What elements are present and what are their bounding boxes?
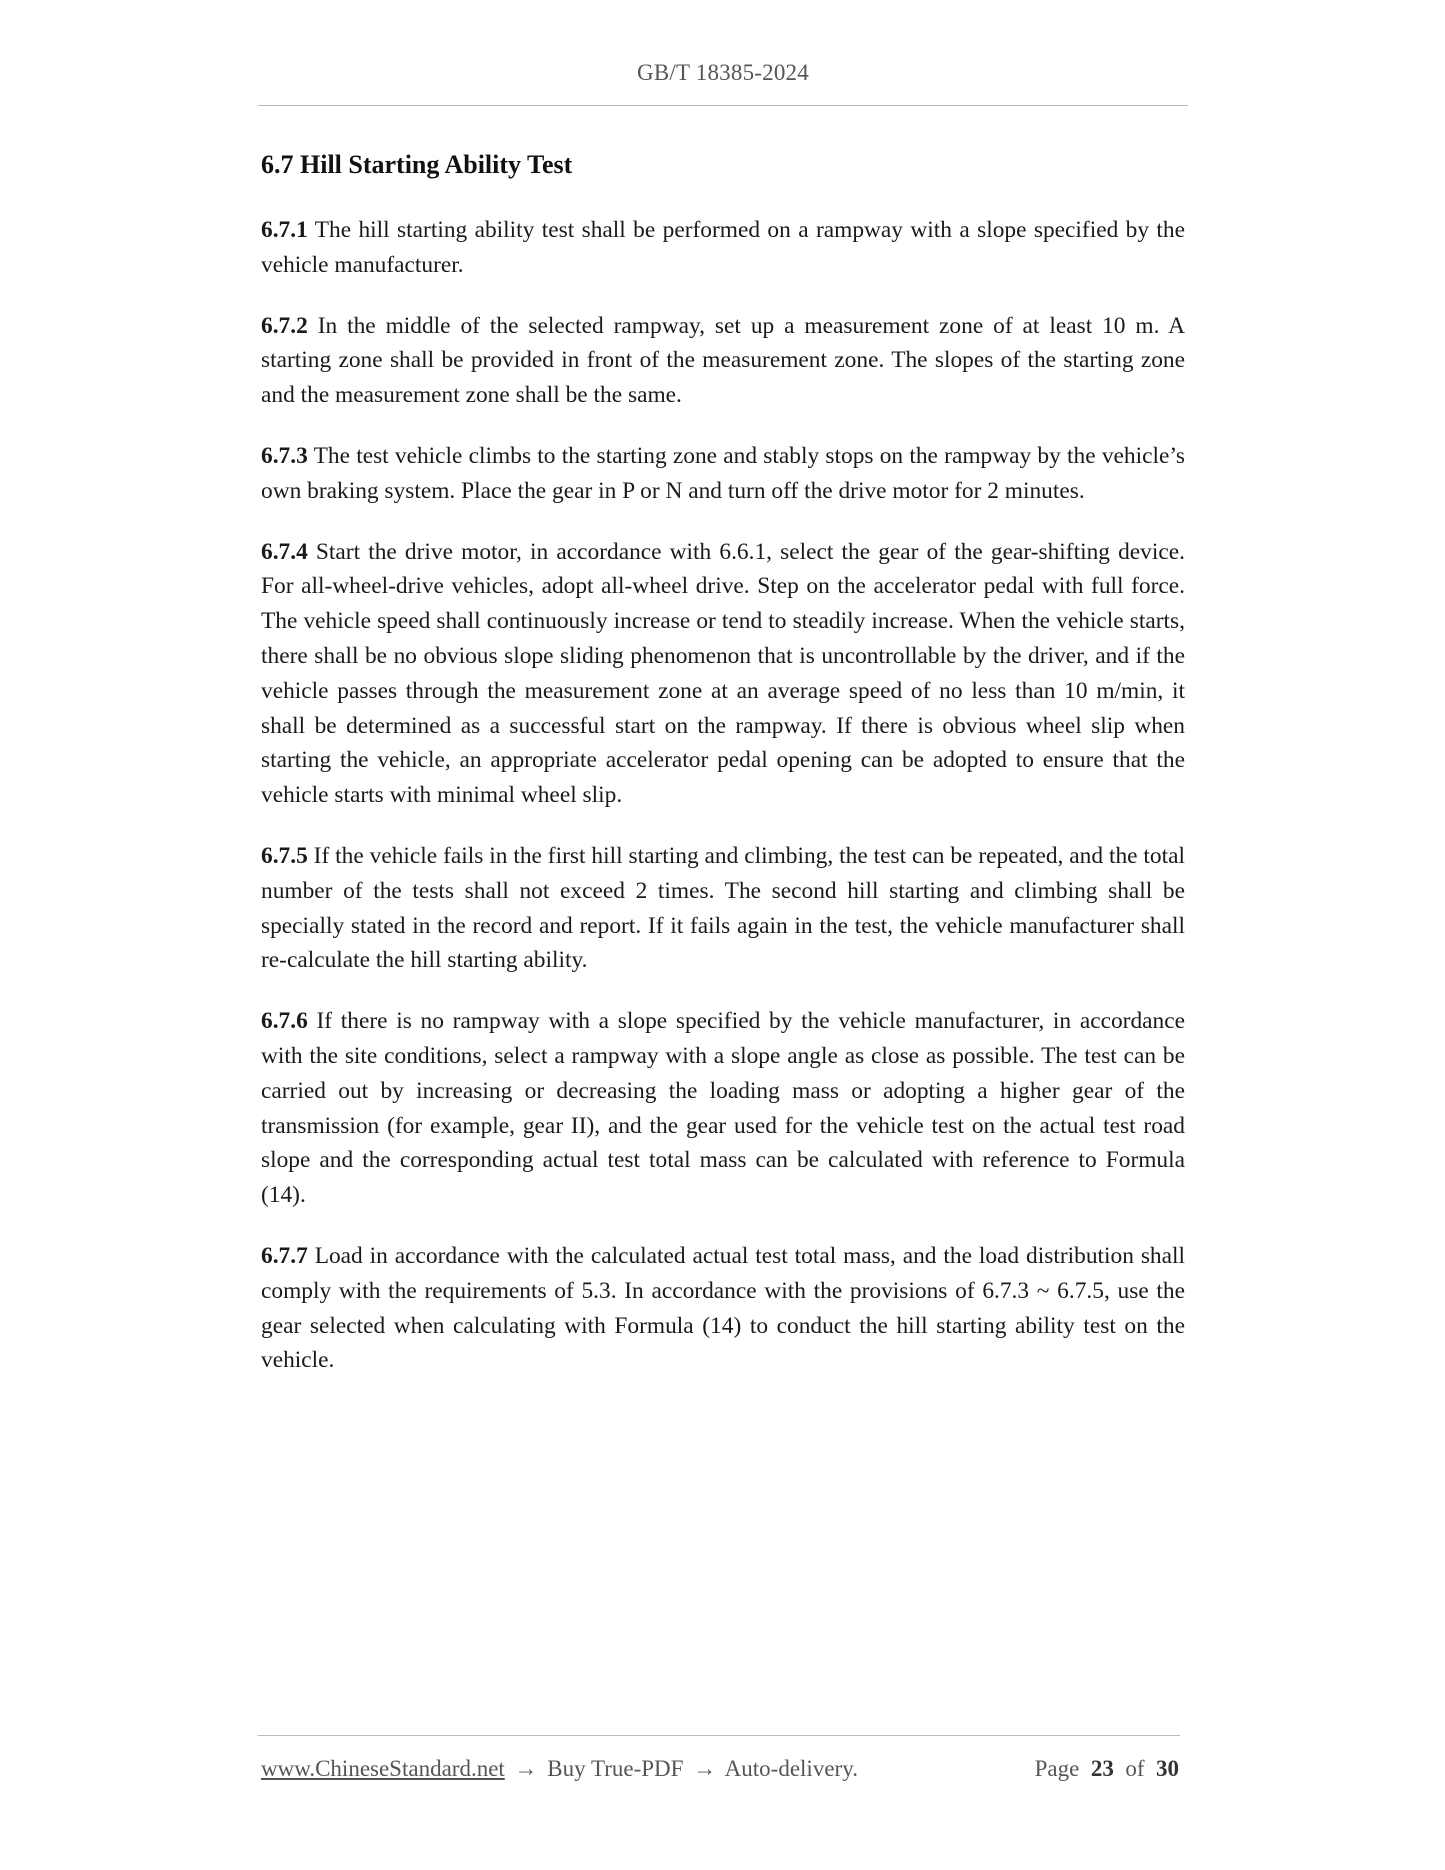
clause-number: 6.7.7 <box>261 1242 308 1269</box>
clause-6-7-6 <box>261 1004 1185 1213</box>
clause-text: If the vehicle fails in the first hill starting and climbing, the test can be repeated, and the total number of the tests shall not exceed 2 times. The second hill starting and climbing shall be specially stated in the record and report. If it fails again in the test, the vehicle manufacturer shall re-calculate the hill starting ability. <box>261 842 1185 974</box>
site-link[interactable]: www.ChineseStandard.net <box>261 1756 505 1781</box>
page-footer <box>261 1756 1179 1788</box>
page-total: 30 <box>1156 1756 1179 1781</box>
delivery-text: Auto-delivery. <box>724 1756 858 1781</box>
document-body <box>261 148 1185 1404</box>
clause-text: Start the drive motor, in accordance with 6.6.1, select the gear of the gear-shifting device. For all-wheel-drive vehicles, adopt all-wheel drive. Step on the accelerator pedal with full force. The vehicle speed shall continuously increase or tend to steadily increase. When the vehicle starts, there shall be no obvious slope sliding phenomenon that is uncontrollable by the driver, and if the vehicle passes through the measurement zone at an average speed of no less than 10 m/min, it shall be determined as a successful start on the rampway. If there is obvious wheel slip when starting the vehicle, an appropriate accelerator pedal opening can be adopted to ensure that the vehicle starts with minimal wheel slip. <box>261 538 1185 809</box>
page-label: Page <box>1034 1756 1080 1781</box>
clause-text: The test vehicle climbs to the starting zone and stably stops on the rampway by the vehicle’s own braking system. Place the gear in P or N and turn off the drive motor for 2 minutes. <box>261 442 1185 504</box>
clause-6-7-2 <box>261 309 1185 413</box>
clause-number: 6.7.3 <box>261 442 308 469</box>
clause-text: If there is no rampway with a slope specified by the vehicle manufacturer, in accordance with the site conditions, select a rampway with a slope angle as close as possible. The test can be carried out by increasing or decreasing the loading mass or adopting a higher gear of the transmission (for example, gear II), and the gear used for the vehicle test on the actual test road slope and the corresponding actual test total mass can be calculated with reference to Formula (14). <box>261 1008 1185 1209</box>
clause-text: The hill starting ability test shall be performed on a rampway with a slope specified by the vehicle manufacturer. <box>261 217 1185 278</box>
header-divider <box>258 105 1188 106</box>
clause-number: 6.7.5 <box>261 842 308 869</box>
clause-text: In the middle of the selected rampway, set up a measurement zone of at least 10 m. A starting zone shall be provided in front of the measurement zone. The slopes of the starting zone and the measurement zone shall be the same. <box>261 312 1185 409</box>
clause-6-7-3 <box>261 439 1185 509</box>
footer-divider <box>258 1735 1180 1736</box>
page-of: of <box>1125 1756 1145 1781</box>
clause-number: 6.7.4 <box>261 538 308 565</box>
clause-6-7-7 <box>261 1239 1185 1378</box>
right-arrow-icon: → <box>693 1756 717 1781</box>
clause-6-7-4 <box>261 535 1185 813</box>
right-arrow-icon: → <box>514 1756 538 1781</box>
clause-text: Load in accordance with the calculated actual test total mass, and the load distribution shall comply with the requirements of 5.3. In accordance with the provisions of 6.7.3 ~ 6.7.5, use the gear selected when calculating with Formula (14) to conduct the hill starting ability test on the vehicle. <box>261 1242 1185 1374</box>
page-header: GB/T 18385-2024 <box>637 60 809 85</box>
clause-number: 6.7.6 <box>261 1008 308 1035</box>
footer-promo <box>261 1756 858 1782</box>
page-current: 23 <box>1090 1756 1114 1781</box>
section-title: 6.7 Hill Starting Ability Test <box>261 150 573 179</box>
clause-6-7-5 <box>261 839 1185 978</box>
clause-number: 6.7.1 <box>261 217 308 243</box>
page-number <box>1035 1756 1179 1782</box>
buy-text: Buy True-PDF <box>547 1756 684 1781</box>
clause-number: 6.7.2 <box>261 312 308 339</box>
clause-6-7-1 <box>261 213 1185 283</box>
